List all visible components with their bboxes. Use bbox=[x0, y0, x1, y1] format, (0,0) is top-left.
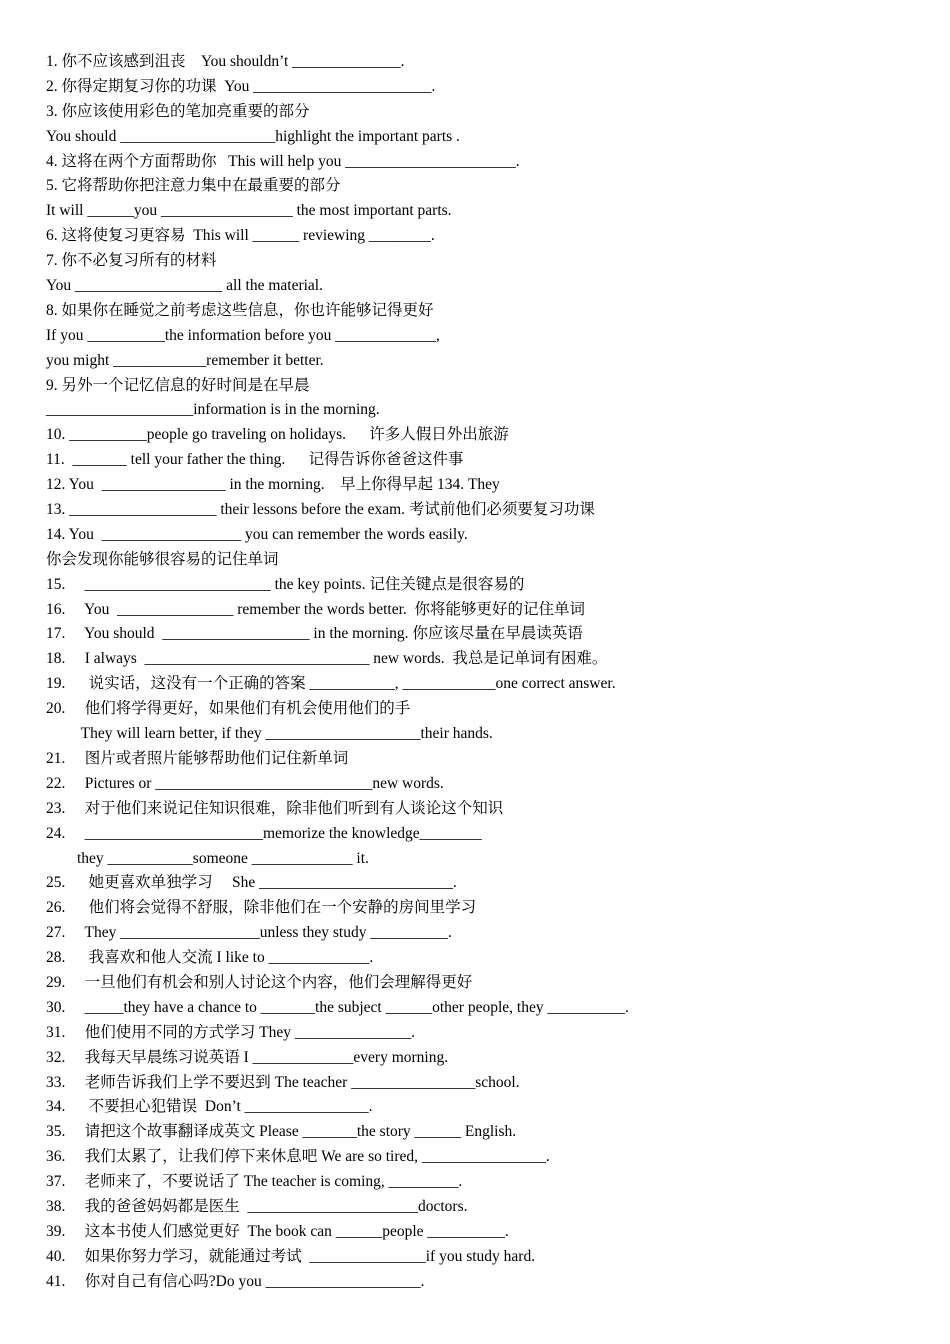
worksheet-line: 39. 这本书使人们感觉更好 The book can ______people __________. bbox=[46, 1222, 509, 1240]
worksheet-line: 18. I always _____________________________ new words. 我总是记单词有困难。 bbox=[46, 650, 608, 668]
worksheet-line: 34. 不要担心犯错误 Don’t ________________. bbox=[46, 1098, 373, 1116]
worksheet-line: 1. 你不应该感到沮丧 You shouldn’t ______________. bbox=[46, 53, 405, 70]
worksheet-line: 14. You __________________ you can remember the words easily. bbox=[46, 525, 468, 543]
worksheet-line: ___________________information is in the morning. bbox=[46, 401, 380, 419]
worksheet-line: 24. _______________________memorize the knowledge________ bbox=[46, 824, 482, 842]
worksheet-line: 26. 他们将会觉得不舒服，除非他们在一个安静的房间里学习 bbox=[46, 899, 477, 917]
worksheet-line: 41. 你对自己有信心吗?Do you ____________________. bbox=[46, 1272, 425, 1290]
worksheet-line: 2. 你得定期复习你的功课 You _______________________. bbox=[46, 77, 436, 95]
worksheet-line: 22. Pictures or ____________________________new words. bbox=[46, 774, 444, 792]
worksheet bbox=[46, 50, 926, 1295]
worksheet-line: 6. 这将使复习更容易 This will ______ reviewing ________. bbox=[46, 227, 435, 245]
worksheet-line: They will learn better, if they ____________________their hands. bbox=[46, 725, 493, 743]
worksheet-line: 40. 如果你努力学习，就能通过考试 _______________if you study hard. bbox=[46, 1247, 536, 1265]
worksheet-line: 8. 如果你在睡觉之前考虑这些信息，你也许能够记得更好 bbox=[46, 301, 434, 319]
worksheet-line: 12. You ________________ in the morning. 早上你得早起 134. They bbox=[46, 476, 500, 494]
worksheet-line: 10. __________people go traveling on holidays. 许多人假日外出旅游 bbox=[46, 426, 509, 444]
worksheet-line: 你会发现你能够很容易的记住单词 bbox=[46, 550, 279, 568]
worksheet-line: 27. They __________________unless they study __________. bbox=[46, 924, 452, 942]
worksheet-line: 33. 老师告诉我们上学不要迟到 The teacher ________________school. bbox=[46, 1073, 520, 1091]
worksheet-line: 11. _______ tell your father the thing. 记得告诉你爸爸这件事 bbox=[46, 451, 464, 469]
worksheet-line: 35. 请把这个故事翻译成英文 Please _______the story ______ English. bbox=[46, 1123, 517, 1141]
worksheet-line: 13. ___________________ their lessons before the exam. 考试前他们必须要复习功课 bbox=[46, 501, 595, 519]
worksheet-line: 16. You _______________ remember the words better. 你将能够更好的记住单词 bbox=[46, 600, 586, 618]
worksheet-line: they ___________someone _____________ it. bbox=[46, 849, 369, 867]
worksheet-line: you might ____________remember it better. bbox=[46, 351, 324, 369]
worksheet-line: 19. 说实话，这没有一个正确的答案 ___________, ____________one correct answer. bbox=[46, 675, 616, 693]
worksheet-line: 17. You should ___________________ in the morning. 你应该尽量在早晨读英语 bbox=[46, 625, 583, 643]
worksheet-line: If you __________the information before you _____________, bbox=[46, 326, 440, 344]
worksheet-line: 20. 他们将学得更好，如果他们有机会使用他们的手 bbox=[46, 700, 411, 718]
worksheet-line: 21. 图片或者照片能够帮助他们记住新单词 bbox=[46, 749, 349, 767]
worksheet-line: 31. 他们使用不同的方式学习 They _______________. bbox=[46, 1023, 415, 1041]
worksheet-line: 15. ________________________ the key points. 记住关键点是很容易的 bbox=[46, 575, 525, 593]
worksheet-line: It will ______you _________________ the most important parts. bbox=[46, 202, 452, 220]
worksheet-line: 4. 这将在两个方面帮助你 This will help you ______________________. bbox=[46, 152, 520, 170]
worksheet-line: 25. 她更喜欢单独学习 She _________________________. bbox=[46, 874, 457, 892]
worksheet-line: You should ____________________highlight the important parts . bbox=[46, 127, 460, 145]
worksheet-line: 29. 一旦他们有机会和别人讨论这个内容，他们会理解得更好 bbox=[46, 973, 473, 991]
worksheet-line: 30. _____they have a chance to _______the subject ______other people, they __________. bbox=[46, 998, 629, 1016]
worksheet-line: You ___________________ all the material. bbox=[46, 277, 323, 295]
worksheet-line: 7. 你不必复习所有的材料 bbox=[46, 252, 217, 270]
worksheet-line: 9. 另外一个记忆信息的好时间是在早晨 bbox=[46, 376, 310, 394]
worksheet-line: 37. 老师来了，不要说话了 The teacher is coming, _________. bbox=[46, 1173, 463, 1191]
worksheet-line: 3. 你应该使用彩色的笔加亮重要的部分 bbox=[46, 102, 310, 120]
worksheet-line: 28. 我喜欢和他人交流 I like to _____________. bbox=[46, 949, 374, 967]
worksheet-line: 38. 我的爸爸妈妈都是医生 ______________________doctors. bbox=[46, 1197, 468, 1215]
worksheet-line: 23. 对于他们来说记住知识很难，除非他们听到有人谈论这个知识 bbox=[46, 799, 504, 817]
worksheet-line: 36. 我们太累了，让我们停下来休息吧 We are so tired, ________________. bbox=[46, 1148, 550, 1166]
worksheet-line: 5. 它将帮助你把注意力集中在最重要的部分 bbox=[46, 177, 341, 195]
worksheet-line: 32. 我每天早晨练习说英语 I _____________every morning. bbox=[46, 1048, 449, 1066]
